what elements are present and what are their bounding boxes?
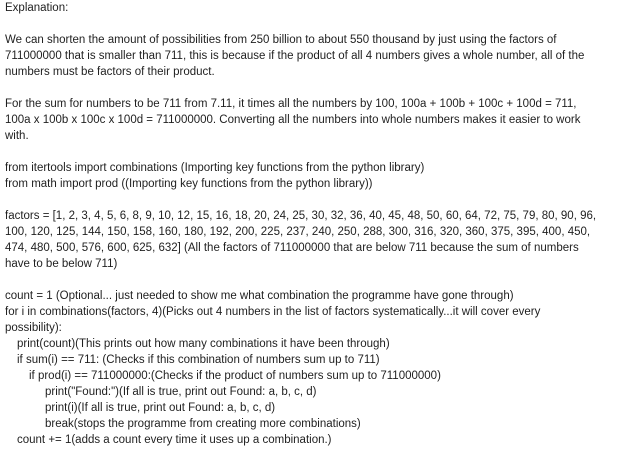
import-math-line: from math import prod ((Importing key functions from the python library))	[5, 178, 373, 190]
factors-line: 100, 120, 125, 144, 150, 158, 160, 180, 192, 200, 225, 237, 240, 250, 288, 300, 316, 320, 360, 375, 395, 400, 450,	[5, 226, 591, 238]
spacer	[5, 272, 635, 288]
print-found-line: print("Found:")(If all is true, print out Found: a, b, c, d)	[45, 386, 317, 398]
if-sum-line: if sum(i) == 711: (Checks if this combination of numbers sum up to 711)	[17, 354, 380, 366]
text-line: For the sum for numbers to be 711 from 7.11, it times all the numbers by 100, 100a + 100b + 100c + 100d = 711,	[5, 98, 577, 110]
factors-line: factors = [1, 2, 3, 4, 5, 6, 8, 9, 10, 12, 15, 16, 18, 20, 24, 25, 30, 32, 36, 40, 45, 48, 50, 60, 64, 72, 75, 79, 80, 90, 96,	[5, 210, 597, 222]
print-i-line: print(i)(If all is true, print out Found: a, b, c, d)	[45, 402, 276, 414]
text-line: 100a x 100b x 100c x 100d = 711000000. Converting all the numbers into whole numbers makes it easier to work	[5, 114, 581, 126]
factors-line: have to be below 711)	[5, 258, 118, 270]
text-line: We can shorten the amount of possibilities from 250 billion to about 550 thousand by just using the factors of	[5, 34, 557, 46]
explanation-heading: Explanation:	[5, 2, 69, 14]
spacer	[5, 192, 635, 208]
factors-line: 474, 480, 500, 576, 600, 625, 632] (All the factors of 711000000 that are below 711 because the sum of numbers	[5, 242, 579, 254]
import-statements	[5, 160, 635, 192]
count-increment-line: count += 1(adds a count every time it uses up a combination.)	[17, 434, 332, 446]
text-line: 711000000 that is smaller than 711, this is because if the product of all 4 numbers gives a whole number, all of the	[5, 50, 585, 62]
paragraph-whole-numbers	[5, 96, 635, 144]
count-init-line: count = 1 (Optional... just needed to show me what combination the programme have gone through)	[5, 290, 514, 302]
spacer	[5, 80, 635, 96]
spacer	[5, 16, 635, 32]
text-line: numbers must be factors of their product.	[5, 66, 215, 78]
if-prod-line: if prod(i) == 711000000:(Checks if the product of numbers sum up to 711000000)	[29, 370, 441, 382]
print-count-line: print(count)(This prints out how many combinations it have been through)	[17, 338, 390, 350]
for-loop-line: for i in combinations(factors, 4)(Picks out 4 numbers in the list of factors systematically...it will cover every	[5, 306, 541, 318]
for-loop-line-continued: possibility):	[5, 322, 62, 334]
break-line: break(stops the programme from creating more combinations)	[45, 418, 361, 430]
factors-list	[5, 208, 635, 272]
paragraph-shorten-possibilities	[5, 32, 635, 80]
code-block	[5, 288, 635, 448]
spacer	[5, 144, 635, 160]
text-line: with.	[5, 130, 29, 142]
import-itertools-line: from itertools import combinations (Importing key functions from the python library)	[5, 162, 425, 174]
document-body	[5, 0, 635, 448]
